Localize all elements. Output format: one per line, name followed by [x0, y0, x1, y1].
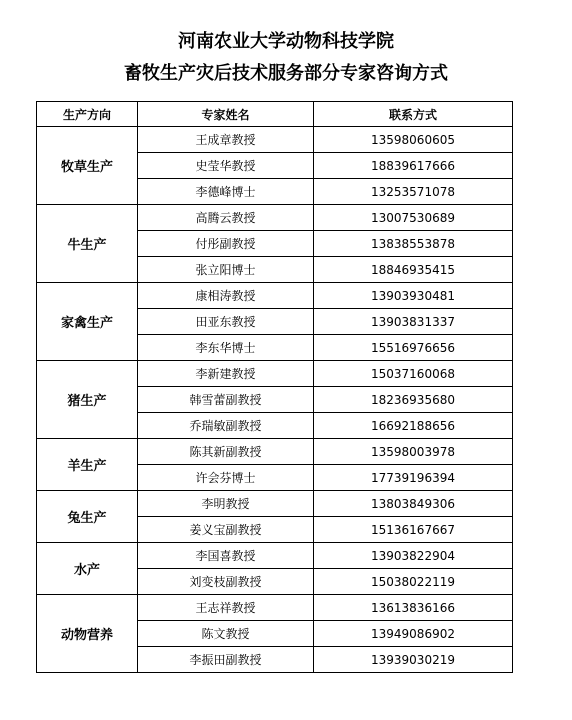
expert-name-cell: 姜义宝副教授 [138, 517, 314, 543]
phone-cell: 18846935415 [314, 257, 513, 283]
phone-cell: 18839617666 [314, 153, 513, 179]
expert-contact-table [36, 101, 513, 673]
phone-cell: 15038022119 [314, 569, 513, 595]
table-row [37, 127, 513, 153]
expert-name-cell: 田亚东教授 [138, 309, 314, 335]
phone-cell: 13007530689 [314, 205, 513, 231]
category-cell: 牧草生产 [37, 127, 138, 205]
expert-name-cell: 陈文教授 [138, 621, 314, 647]
phone-cell: 16692188656 [314, 413, 513, 439]
table-row [37, 205, 513, 231]
phone-cell: 13903930481 [314, 283, 513, 309]
expert-name-cell: 王成章教授 [138, 127, 314, 153]
category-cell: 猪生产 [37, 361, 138, 439]
expert-name-cell: 许会芬博士 [138, 465, 314, 491]
category-cell: 羊生产 [37, 439, 138, 491]
table-row [37, 491, 513, 517]
expert-name-cell: 李国喜教授 [138, 543, 314, 569]
phone-cell: 13939030219 [314, 647, 513, 673]
expert-name-cell: 陈其新副教授 [138, 439, 314, 465]
expert-name-cell: 李振田副教授 [138, 647, 314, 673]
table-row [37, 595, 513, 621]
phone-cell: 13613836166 [314, 595, 513, 621]
category-cell: 动物营养 [37, 595, 138, 673]
expert-name-cell: 李新建教授 [138, 361, 314, 387]
expert-name-cell: 乔瑞敏副教授 [138, 413, 314, 439]
table-body [37, 127, 513, 673]
table-header-row [37, 102, 513, 127]
table-row [37, 439, 513, 465]
expert-name-cell: 李德峰博士 [138, 179, 314, 205]
phone-cell: 18236935680 [314, 387, 513, 413]
document-subtitle: 畜牧生产灾后技术服务部分专家咨询方式 [124, 63, 448, 84]
table-row [37, 361, 513, 387]
expert-name-cell: 高腾云教授 [138, 205, 314, 231]
header-contact: 联系方式 [314, 102, 513, 127]
header-expert-name: 专家姓名 [138, 102, 314, 127]
phone-cell: 13253571078 [314, 179, 513, 205]
phone-cell: 13598003978 [314, 439, 513, 465]
phone-cell: 13903831337 [314, 309, 513, 335]
phone-cell: 13903822904 [314, 543, 513, 569]
phone-cell: 13838553878 [314, 231, 513, 257]
expert-name-cell: 付彤副教授 [138, 231, 314, 257]
header-direction: 生产方向 [37, 102, 138, 127]
expert-name-cell: 李东华博士 [138, 335, 314, 361]
expert-name-cell: 张立阳博士 [138, 257, 314, 283]
expert-name-cell: 韩雪蕾副教授 [138, 387, 314, 413]
table-row [37, 283, 513, 309]
expert-name-cell: 康相涛教授 [138, 283, 314, 309]
category-cell: 兔生产 [37, 491, 138, 543]
phone-cell: 15516976656 [314, 335, 513, 361]
phone-cell: 13803849306 [314, 491, 513, 517]
phone-cell: 13949086902 [314, 621, 513, 647]
phone-cell: 15037160068 [314, 361, 513, 387]
phone-cell: 13598060605 [314, 127, 513, 153]
table-row [37, 543, 513, 569]
expert-name-cell: 王志祥教授 [138, 595, 314, 621]
category-cell: 牛生产 [37, 205, 138, 283]
phone-cell: 15136167667 [314, 517, 513, 543]
category-cell: 家禽生产 [37, 283, 138, 361]
category-cell: 水产 [37, 543, 138, 595]
expert-name-cell: 李明教授 [138, 491, 314, 517]
expert-name-cell: 史莹华教授 [138, 153, 314, 179]
phone-cell: 17739196394 [314, 465, 513, 491]
document-title: 河南农业大学动物科技学院 [178, 31, 394, 52]
expert-name-cell: 刘变枝副教授 [138, 569, 314, 595]
